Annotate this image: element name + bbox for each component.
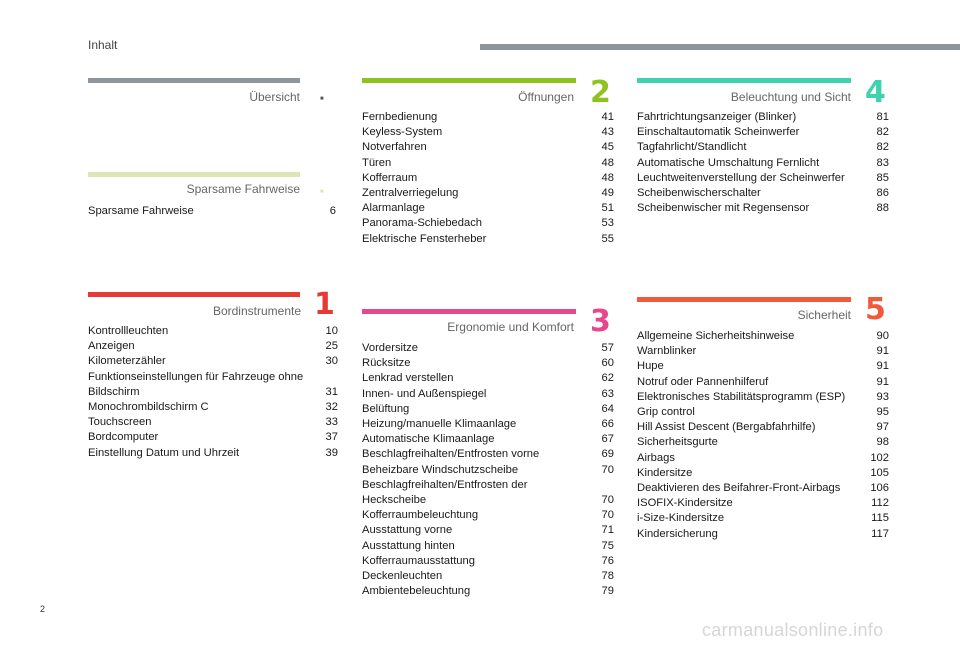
toc-entry-page: 49 [601, 187, 614, 200]
toc-entry-label: Heizung/manuelle Klimaanlage [362, 418, 517, 431]
toc-entry-label: Kofferraum [362, 171, 418, 184]
toc-entry[interactable] [637, 435, 889, 450]
toc-entry-page: 70 [601, 463, 614, 476]
toc-entry-label: Beheizbare Windschutzscheibe [362, 463, 519, 476]
toc-entry-page: 60 [601, 357, 614, 370]
toc-entry-label: Kilometerzähler [88, 355, 166, 368]
toc-entry[interactable] [362, 523, 614, 538]
section-number: 2 [590, 75, 611, 110]
toc-entry[interactable] [362, 478, 614, 508]
toc-entry-label: Ausstattung vorne [362, 524, 453, 537]
toc-entry-label: Fernbedienung [362, 111, 438, 123]
toc-entry-label: Anzeigen [88, 340, 135, 353]
toc-entry-label: i-Size-Kindersitze [637, 512, 725, 525]
toc-entry[interactable] [362, 447, 614, 462]
toc-entry-page: 57 [601, 342, 614, 354]
toc-entry[interactable] [637, 110, 889, 125]
toc-entry[interactable] [88, 430, 338, 445]
toc-entry-label: Kindersitze [637, 466, 693, 479]
toc-entry-page: 53 [601, 217, 614, 230]
toc-entry-label: Notverfahren [362, 141, 427, 154]
toc-entry[interactable] [88, 415, 338, 430]
toc-entry-label: Vordersitze [362, 342, 418, 354]
section-number: 5 [865, 292, 886, 327]
watermark: carmanualsonline.info [702, 620, 884, 640]
section-marker: ■ [320, 189, 324, 195]
toc-entry-label: Airbags [637, 451, 675, 464]
toc-entry[interactable] [362, 110, 614, 125]
toc-entry-page: 93 [876, 390, 889, 403]
section-marker: ■ [320, 96, 324, 102]
toc-entry-page: 71 [601, 524, 614, 537]
toc-entry[interactable] [637, 140, 889, 155]
section-bar [88, 78, 300, 83]
toc-entry-label: Grip control [637, 406, 695, 419]
toc-entry-page: 6 [329, 205, 336, 217]
toc-entry-page: 67 [601, 433, 614, 446]
section-bar [637, 78, 851, 83]
toc-entry-page: 105 [870, 466, 889, 479]
toc-entry[interactable] [637, 511, 889, 526]
toc-entry-page: 70 [601, 509, 614, 522]
toc-entry-page: 62 [601, 372, 614, 385]
section-ergonomie-und-komfort [362, 304, 614, 609]
toc-entry-page: 51 [601, 202, 614, 215]
toc-entry-page: 70 [601, 494, 614, 507]
toc-entry-label: Sicherheitsgurte [637, 436, 718, 449]
section-bar [637, 297, 851, 302]
toc-entry-page: 106 [870, 482, 889, 495]
toc-entry[interactable] [362, 508, 614, 523]
toc-entry-page: 102 [870, 451, 889, 464]
toc-entry-label: Hupe [637, 360, 664, 373]
toc-entry-label: Automatische Umschaltung Fernlicht [637, 156, 820, 169]
toc-entry-label: Ambientebeleuchtung [362, 585, 471, 598]
toc-entry-label: Automatische Klimaanlage [362, 433, 495, 446]
toc-entry[interactable] [637, 496, 889, 511]
entry-list [362, 110, 614, 247]
toc-entry[interactable] [88, 324, 338, 339]
toc-entry[interactable] [362, 569, 614, 584]
toc-entry[interactable] [637, 390, 889, 405]
toc-entry-label: Belüftung [362, 402, 410, 415]
toc-entry[interactable] [88, 446, 338, 461]
toc-entry-label: Einstellung Datum und Uhrzeit [88, 446, 240, 459]
toc-entry-label: Kontrollleuchten [88, 325, 169, 337]
toc-entry-label: Alarmanlage [362, 202, 425, 215]
toc-entry[interactable] [637, 186, 889, 201]
toc-entry[interactable] [637, 527, 889, 542]
toc-entry-page: 115 [871, 512, 889, 525]
toc-entry[interactable] [637, 156, 889, 171]
toc-entry-page: 86 [876, 187, 889, 200]
toc-entry[interactable] [362, 140, 614, 155]
toc-entry-page: 39 [325, 446, 338, 459]
toc-entry-label: Keyless-System [362, 126, 443, 139]
toc-entry-label: Touchscreen [88, 416, 152, 429]
toc-entry[interactable] [362, 125, 614, 140]
toc-entry-page: 32 [325, 401, 338, 414]
toc-entry[interactable] [637, 201, 889, 216]
section-number: 1 [314, 287, 335, 322]
toc-entry-label: Scheibenwischer mit Regensensor [637, 202, 810, 215]
toc-entry[interactable] [362, 539, 614, 554]
toc-entry-label: Notruf oder Pannenhilferuf [637, 375, 769, 388]
toc-entry[interactable] [88, 204, 336, 219]
toc-entry-page: 41 [601, 111, 614, 123]
section-bar [88, 292, 300, 297]
toc-entry[interactable] [637, 125, 889, 140]
toc-entry-label: Tagfahrlicht/Standlicht [637, 141, 747, 154]
toc-entry-label: Einschaltautomatik Scheinwerfer [637, 126, 800, 139]
toc-entry[interactable] [362, 387, 614, 402]
toc-entry-label: Panorama-Schiebedach [362, 217, 483, 230]
entry-list [637, 329, 889, 542]
entry-list [637, 110, 889, 216]
toc-entry-page: 75 [601, 539, 614, 552]
toc-entry[interactable] [362, 463, 614, 478]
toc-entry-page: 55 [601, 232, 614, 245]
toc-entry-page: 79 [601, 585, 614, 598]
toc-entry-page: 48 [601, 156, 614, 169]
page-number: 2 [40, 604, 46, 614]
toc-entry[interactable] [637, 375, 889, 390]
toc-entry-page: 69 [601, 448, 614, 461]
toc-entry[interactable] [88, 354, 338, 369]
toc-entry-label: Elektrische Fensterheber [362, 232, 487, 245]
toc-entry-page: 88 [876, 202, 889, 215]
toc-entry-page: 66 [601, 418, 614, 431]
toc-entry[interactable] [637, 344, 889, 359]
section-beleuchtung-und-sicht [637, 75, 889, 228]
toc-entry-page: 64 [601, 402, 614, 415]
toc-entry[interactable] [362, 417, 614, 432]
toc-entry-page: 33 [325, 416, 338, 429]
toc-entry[interactable] [362, 356, 614, 371]
section-sparsame-fahrweise [88, 172, 336, 232]
toc-entry-label: Sparsame Fahrweise [88, 205, 194, 217]
toc-entry-label: Lenkrad verstellen [362, 372, 454, 385]
toc-entry-page: 10 [325, 325, 338, 337]
toc-entry-page: 81 [876, 111, 889, 123]
toc-entry-page: 91 [876, 375, 889, 388]
toc-entry-page: 91 [876, 360, 889, 373]
toc-entry-label: Deaktivieren des Beifahrer-Front-Airbags [637, 482, 841, 495]
toc-entry-page: 97 [876, 421, 889, 434]
toc-entry[interactable] [362, 171, 614, 186]
toc-entry-page: 82 [876, 126, 889, 139]
toc-entry-label: Scheibenwischerschalter [637, 187, 761, 200]
toc-entry-page: 43 [601, 126, 614, 139]
toc-entry[interactable] [362, 584, 614, 599]
toc-entry-page: 90 [876, 330, 889, 342]
toc-entry-label: Beschlagfreihalten/Entfrosten der Heckscheibe [362, 478, 528, 507]
toc-entry-label: Türen [362, 156, 392, 169]
toc-entry[interactable] [362, 341, 614, 356]
section-title: Übersicht [249, 90, 300, 104]
toc-entry[interactable] [362, 432, 614, 447]
toc-entry-page: 117 [871, 527, 889, 540]
toc-entry[interactable] [637, 420, 889, 435]
toc-entry-label: Zentralverriegelung [362, 187, 459, 200]
section-number: 3 [590, 304, 611, 339]
toc-entry-label: Monochrombildschirm C [88, 401, 209, 414]
toc-entry-page: 95 [876, 406, 889, 419]
entry-list [88, 324, 338, 461]
toc-entry-page: 83 [876, 156, 889, 169]
toc-entry[interactable] [362, 232, 614, 247]
toc-entry-page: 63 [601, 387, 614, 400]
toc-entry-label: Innen- und Außenspiegel [362, 387, 487, 400]
toc-entry-label: Deckenleuchten [362, 570, 443, 583]
toc-entry-label: Rücksitze [362, 357, 411, 370]
toc-entry-page: 112 [871, 497, 889, 510]
toc-entry[interactable] [362, 201, 614, 216]
section-bar [88, 172, 300, 177]
section-title: Ergonomie und Komfort [447, 320, 574, 334]
section-number: 4 [865, 75, 886, 110]
toc-entry-label: Bordcomputer [88, 431, 159, 444]
section-title: Sicherheit [797, 308, 851, 322]
toc-entry-page: 25 [325, 340, 338, 353]
toc-entry-page: 48 [601, 171, 614, 184]
toc-entry-label: Kofferraumausstattung [362, 554, 475, 567]
toc-entry[interactable] [637, 329, 889, 344]
toc-entry-label: ISOFIX-Kindersitze [637, 497, 733, 510]
toc-entry-page: 85 [876, 171, 889, 184]
section-bordinstrumente [88, 287, 338, 472]
toc-entry-label: Hill Assist Descent (Bergabfahrhilfe) [637, 421, 816, 434]
page-header-label: Inhalt [88, 38, 118, 52]
section-title: Öffnungen [518, 90, 574, 104]
toc-entry[interactable] [88, 370, 338, 400]
toc-entry[interactable] [362, 216, 614, 231]
toc-entry[interactable] [637, 451, 889, 466]
section-title: Sparsame Fahrweise [186, 182, 300, 196]
section-title: Beleuchtung und Sicht [730, 90, 851, 104]
section-bar [362, 78, 576, 83]
toc-entry-page: 78 [601, 570, 614, 583]
toc-entry[interactable] [362, 156, 614, 171]
toc-entry[interactable] [88, 400, 338, 415]
toc-entry-page: 45 [601, 141, 614, 154]
section-bar [362, 309, 576, 314]
toc-entry-page: 98 [876, 436, 889, 449]
toc-entry-label: Fahrtrichtungsanzeiger (Blinker) [637, 111, 797, 123]
entry-list [88, 204, 336, 219]
toc-entry-label: Kofferraumbeleuchtung [362, 509, 479, 522]
toc-entry-page: 37 [325, 431, 338, 444]
toc-entry-page: 91 [876, 345, 889, 358]
toc-entry-page: 30 [325, 355, 338, 368]
toc-entry-label: Warnblinker [637, 345, 697, 358]
toc-entry[interactable] [637, 481, 889, 496]
section-uebersicht [88, 78, 324, 108]
section-title: Bordinstrumente [212, 304, 301, 318]
toc-entry[interactable] [362, 554, 614, 569]
toc-entry-label: Beschlagfreihalten/Entfrosten vorne [362, 448, 540, 461]
toc-entry-page: 76 [601, 554, 614, 567]
toc-entry[interactable] [637, 405, 889, 420]
toc-entry-label: Leuchtweitenverstellung der Scheinwerfer [637, 171, 845, 184]
toc-entry[interactable] [88, 339, 338, 354]
toc-entry[interactable] [362, 371, 614, 386]
header-bar [480, 44, 960, 50]
section-sicherheit [637, 292, 889, 557]
toc-entry[interactable] [637, 359, 889, 374]
toc-entry[interactable] [362, 402, 614, 417]
toc-entry[interactable] [637, 171, 889, 186]
toc-entry[interactable] [362, 186, 614, 201]
toc-entry-page: 82 [876, 141, 889, 154]
section-oeffnungen [362, 75, 614, 258]
toc-entry-label: Ausstattung hinten [362, 539, 455, 552]
entry-list [362, 341, 614, 599]
toc-entry-label: Kindersicherung [637, 527, 718, 540]
toc-entry-label: Funktionseinstellungen für Fahrzeuge ohne Bildschirm [88, 370, 304, 398]
toc-entry-label: Elektronisches Stabilitätsprogramm (ESP) [637, 390, 846, 403]
toc-entry-label: Allgemeine Sicherheitshinweise [637, 330, 795, 342]
toc-entry[interactable] [637, 466, 889, 481]
toc-entry-page: 31 [325, 385, 338, 398]
